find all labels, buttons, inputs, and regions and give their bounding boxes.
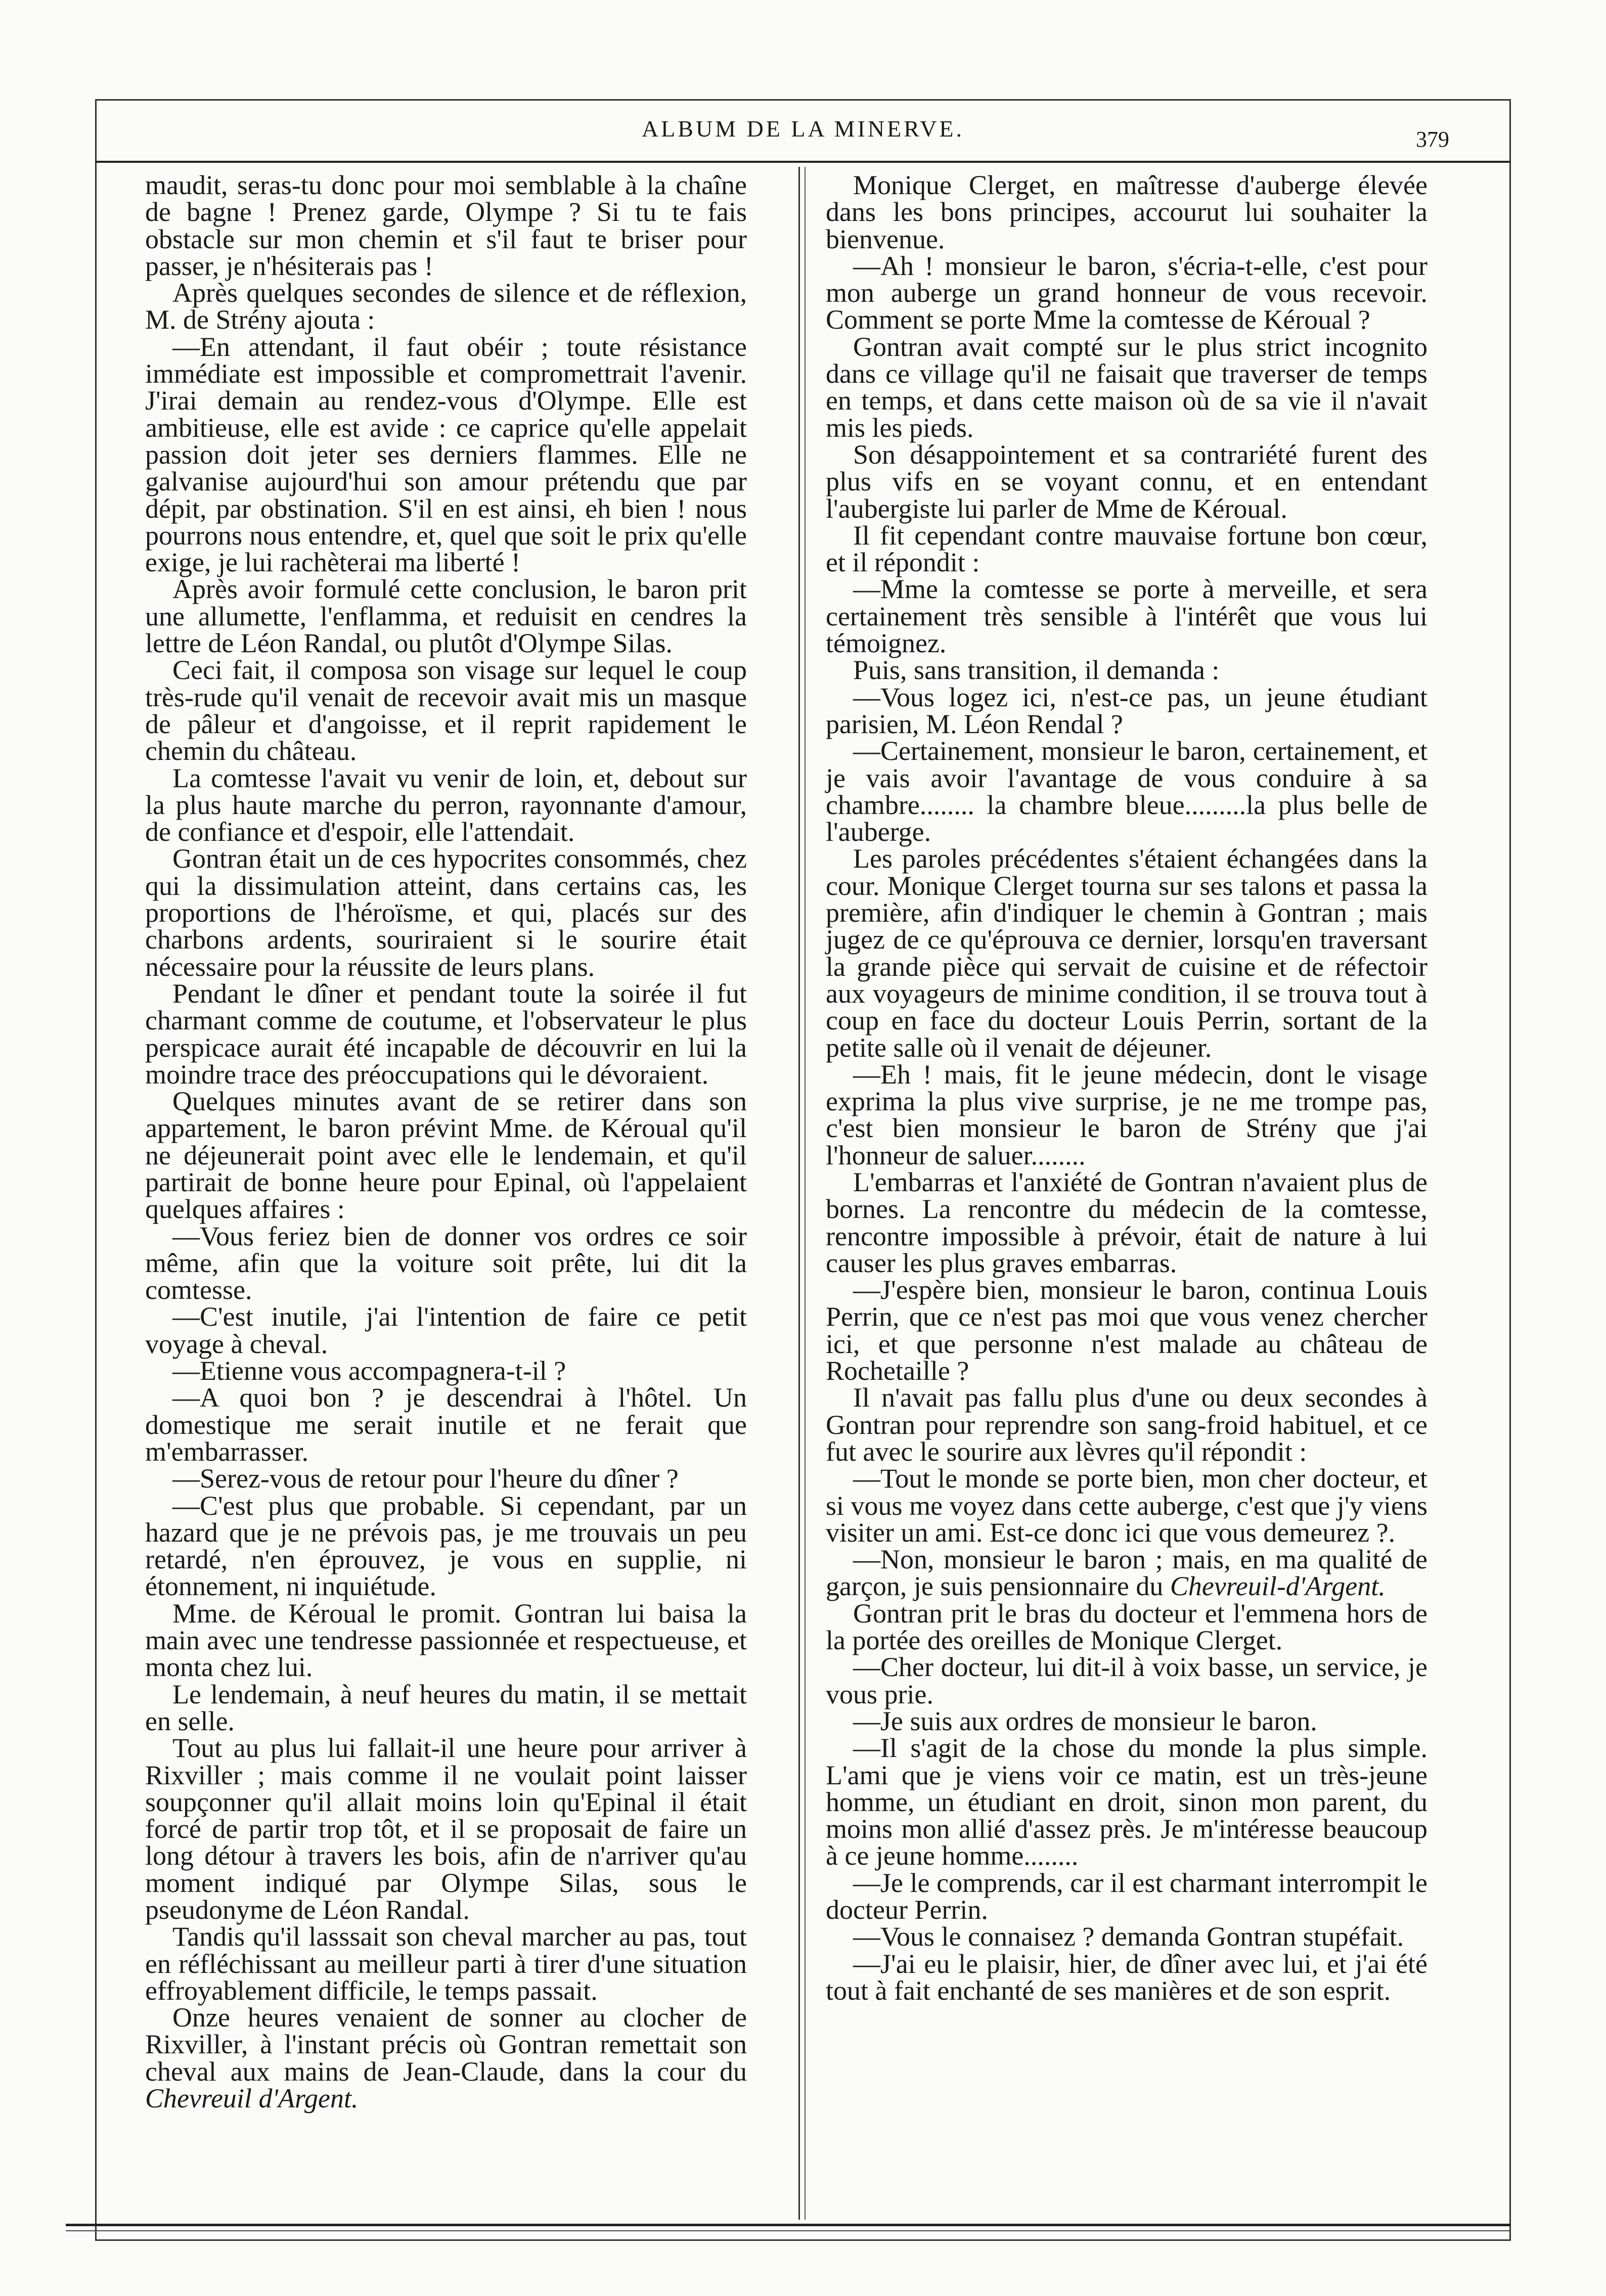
paragraph-text: Il fit cependant contre mauvaise fortune bon cœur, et il répondit : [826, 520, 1427, 578]
paragraph-text: Après quelques secondes de silence et de réflexion, M. de Strény ajouta : [145, 278, 747, 335]
paragraph-text: —Je suis aux ordres de monsieur le baron. [853, 1705, 1317, 1736]
paragraph-text: maudit, seras-tu donc pour moi semblable à la chaîne de bagne ! Prenez garde, Olympe ? Si tu te fais obstacle sur mon chemin et s'il faut te briser pour passer, je n'hésiterais pas ! [145, 170, 747, 281]
right-column [826, 172, 1427, 2004]
paragraph [145, 331, 747, 578]
paragraph [826, 1867, 1427, 1925]
paragraph [145, 280, 747, 334]
paragraph [826, 1654, 1427, 1708]
paragraph-text: La comtesse l'avait vu venir de loin, et, debout sur la plus haute marche du perron, rayonnante d'amour, de confiance et d'espoir, elle l'attendait. [145, 762, 747, 847]
paragraph [826, 1948, 1427, 2006]
paragraph-text: —En attendant, il faut obéir ; toute résistance immédiate est impossible et compromettrait l'avenir. J'irai demain au rendez-vous d'Olympe. Elle est ambitieuse, elle est avide : ce caprice qu'elle appelait passion doit jeter ses derniers flammes. Elle ne galvanise aujourd'hui son amour prétendu que par dépit, par obstination. S'il en est ainsi, eh bien ! nous pourrons nous entendre, et, quel que soit le prix qu'elle exige, je lui rachèterai ma liberté ! [145, 331, 747, 578]
paragraph [826, 522, 1427, 576]
paragraph-text: —Tout le monde se porte bien, mon cher docteur, et si vous me voyez dans cette auberge, c'est que j'y viens visiter un ami. Est-ce donc ici que vous demeurez ?. [826, 1463, 1427, 1548]
paragraph [826, 657, 1427, 684]
paragraph-text: Le lendemain, à neuf heures du matin, il se mettait en selle. [145, 1679, 747, 1736]
paragraph [826, 1384, 1427, 1465]
paragraph-text: —J'ai eu le plaisir, hier, de dîner avec lui, et j'ai été tout à fait enchanté de ses manières et de son esprit. [826, 1948, 1427, 2006]
paragraph [145, 655, 747, 767]
paragraph-text: —Mme la comtesse se porte à merveille, et sera certainement très sensible à l'intérêt que vous lui témoignez. [826, 574, 1427, 659]
paragraph [145, 845, 747, 980]
paragraph-text: —J'espère bien, monsieur le baron, continua Louis Perrin, que ce n'est pas moi que vous venez chercher ici, et que personne n'est malade au château de Rochetaille ? [826, 1275, 1427, 1386]
paragraph-text: Puis, sans transition, il demanda : [853, 655, 1220, 686]
paragraph-text: —Non, monsieur le baron ; mais, en ma qualité de garçon, je suis pensionnaire du [826, 1544, 1427, 1602]
paragraph [145, 1223, 747, 1304]
paragraph [145, 1088, 747, 1223]
paragraph-text: Tout au plus lui fallait-il une heure pour arriver à Rixviller ; mais comme il ne voulait point laisser soupçonner qu'il allait moins loin qu'Epinal il était forcé de partir trop tôt, et il se proposait de faire un long détour à travers les bois, afin de n'arriver qu'au moment indiqué par Olympe Silas, sous le pseudonyme de Léon Randal. [145, 1733, 747, 1925]
paragraph-text: Gontran prit le bras du docteur et l'emmena hors de la portée des oreilles de Monique Clerget. [826, 1598, 1427, 1656]
paragraph-text: Il n'avait pas fallu plus d'une ou deux secondes à Gontran pour reprendre son sang-froid habituel, et ce fut avec le sourire aux lèvres qu'il répondit : [826, 1382, 1427, 1467]
paragraph-text: Ceci fait, il composa son visage sur lequel le coup très-rude qu'il venait de recevoir avait mis un masque de pâleur et d'angoisse, et il reprit rapidement le chemin du château. [145, 655, 747, 767]
paragraph-text: —Vous logez ici, n'est-ce pas, un jeune étudiant parisien, M. Léon Rendal ? [826, 682, 1427, 739]
paragraph [145, 1384, 747, 1465]
italic-title: Chevreuil-d'Argent. [1170, 1571, 1386, 1602]
paragraph [826, 331, 1427, 443]
paragraph [826, 738, 1427, 845]
paragraph-text: —C'est inutile, j'ai l'intention de faire ce petit voyage à cheval. [145, 1301, 747, 1359]
paragraph [145, 1358, 747, 1384]
paragraph [826, 576, 1427, 657]
paragraph [145, 1490, 747, 1602]
paragraph-text: —A quoi bon ? je descendrai à l'hôtel. Un domestique me serait inutile et ne ferait que m'embarrasser. [145, 1382, 747, 1467]
paragraph [145, 980, 747, 1088]
paragraph [826, 1735, 1427, 1869]
paragraph-text: —Je le comprends, car il est charmant interrompit le docteur Perrin. [826, 1867, 1427, 1925]
paragraph [145, 576, 747, 657]
paragraph-text: —Cher docteur, lui dit-il à voix basse, un service, je vous prie. [826, 1652, 1427, 1709]
paragraph-text: L'embarras et l'anxiété de Gontran n'avaient plus de bornes. La rencontre du médecin de la comtesse, rencontre impossible à prévoir, était de nature à lui causer les plus graves embarras. [826, 1166, 1427, 1278]
paragraph [145, 1465, 747, 1492]
paragraph [145, 2004, 747, 2112]
paragraph-text: —Etienne vous accompagnera-t-il ? [172, 1356, 566, 1386]
paragraph [145, 1303, 747, 1358]
left-column [145, 172, 747, 2112]
paragraph-text: Mme. de Kéroual le promit. Gontran lui baisa la main avec une tendresse passionnée et respectueuse, et monta chez lui. [145, 1598, 747, 1683]
paragraph-text: —Serez-vous de retour pour l'heure du dîner ? [172, 1463, 679, 1494]
paragraph-text: Gontran avait compté sur le plus strict incognito dans ce village qu'il ne faisait que traverser de temps en temps, et dans cette maison où de sa vie il n'avait mis les pieds. [826, 331, 1427, 443]
paragraph [826, 1546, 1427, 1600]
page-number: 379 [1416, 127, 1449, 152]
paragraph [826, 845, 1427, 1061]
paragraph [826, 1600, 1427, 1654]
paragraph-text: —Vous le connaisez ? demanda Gontran stupéfait. [853, 1921, 1404, 1952]
paragraph [826, 684, 1427, 738]
header-rule [95, 161, 1511, 163]
paragraph-text: Son désappointement et sa contrariété furent des plus vifs en se voyant connu, et en entendant l'aubergiste lui parler de Mme de Kéroual. [826, 439, 1427, 524]
paragraph-text: —Il s'agit de la chose du monde la plus simple. L'ami que je viens voir ce matin, est un très-jeune homme, un étudiant en droit, sinon mon parent, du moins mon allié d'assez près. Je m'intéresse beaucoup à ce jeune homme........ [826, 1733, 1427, 1871]
paragraph-text: —Vous feriez bien de donner vos ordres ce soir même, afin que la voiture soit prête, lui dit la comtesse. [145, 1221, 747, 1305]
paragraph [145, 172, 747, 280]
paragraph-text: Tandis qu'il lasssait son cheval marcher au pas, tout en réfléchissant au meilleur parti à tirer d'une situation effroyablement difficile, le temps passait. [145, 1921, 747, 2006]
paragraph [145, 762, 747, 847]
paragraph [826, 441, 1427, 522]
paragraph [826, 250, 1427, 335]
paragraph [145, 1681, 747, 1735]
paragraph-text: Gontran était un de ces hypocrites consommés, chez qui la dissimulation atteint, dans certains cas, les proportions de l'héroïsme, et qui, placés sur des charbons ardents, souriraient si le sourire était nécessaire pour la réussite de leurs plans. [145, 843, 747, 982]
column-divider [798, 167, 800, 2220]
italic-title: Chevreuil d'Argent. [145, 2083, 359, 2114]
paragraph-text: Les paroles précédentes s'étaient échangées dans la cour. Monique Clerget tourna sur ses talons et passa la première, afin d'indiquer le chemin à Gontran ; mais jugez de ce qu'éprouva ce dernier, lorsqu'en traversant la grande pièce qui servait de cuisine et de réfectoir aux voyageurs de minime condition, il se trouva tout à coup en face du docteur Louis Perrin, sortant de la petite salle où il venait de déjeuner. [826, 843, 1427, 1063]
paragraph-text: Après avoir formulé cette conclusion, le baron prit une allumette, l'enflamma, et reduisit en cendres la lettre de Léon Randal, ou plutôt d'Olympe Silas. [145, 574, 747, 659]
bottom-double-rule [66, 2224, 1511, 2231]
paragraph-text: —Ah ! monsieur le baron, s'écria-t-elle, c'est pour mon auberge un grand honneur de vous recevoir. Comment se porte Mme la comtesse de Kéroual ? [826, 250, 1427, 335]
paragraph [826, 1705, 1427, 1736]
paragraph [826, 1465, 1427, 1546]
paragraph-text: Monique Clerget, en maîtresse d'auberge élevée dans les bons principes, accourut lui souhaiter la bienvenue. [826, 170, 1427, 254]
paragraph [826, 1061, 1427, 1169]
paragraph [145, 1923, 747, 2004]
paragraph [826, 1166, 1427, 1278]
paragraph [145, 1735, 747, 1923]
paragraph-text: Pendant le dîner et pendant toute la soirée il fut charmant comme de coutume, et l'observateur le plus perspicace aurait été incapable de découvrir en lui la moindre trace des préoccupations qui le dévoraient. [145, 978, 747, 1090]
paragraph-text: Quelques minutes avant de se retirer dans son appartement, le baron prévint Mme. de Kéroual qu'il ne déjeunerait point avec elle le lendemain, et qu'il partirait de bonne heure pour Epinal, où l'appelaient quelques affaires : [145, 1086, 747, 1225]
paragraph-text: Onze heures venaient de sonner au clocher de Rixviller, à l'instant précis où Gontran remettait son cheval aux mains de Jean-Claude, dans la cour du [145, 2002, 747, 2087]
paragraph [826, 1923, 1427, 1950]
paragraph-text: —Eh ! mais, fit le jeune médecin, dont le visage exprima la plus vive surprise, je ne me trompe pas, c'est bien monsieur le baron de Strény que j'ai l'honneur de saluer........ [826, 1059, 1427, 1170]
column-divider-inner [805, 167, 806, 2220]
paragraph [826, 1277, 1427, 1384]
paragraph [145, 1600, 747, 1681]
paragraph-text: —Certainement, monsieur le baron, certainement, et je vais avoir l'avantage de vous conduire à sa chambre........ la chambre bleue.........la plus belle de l'auberge. [826, 736, 1427, 847]
paragraph-text: —C'est plus que probable. Si cependant, par un hazard que je ne prévois pas, je me trouvais un peu retardé, n'en éprouvez, je vous en supplie, ni étonnement, ni inquiétude. [145, 1490, 747, 1602]
paragraph [826, 172, 1427, 253]
running-head: ALBUM DE LA MINERVE. [641, 116, 965, 142]
